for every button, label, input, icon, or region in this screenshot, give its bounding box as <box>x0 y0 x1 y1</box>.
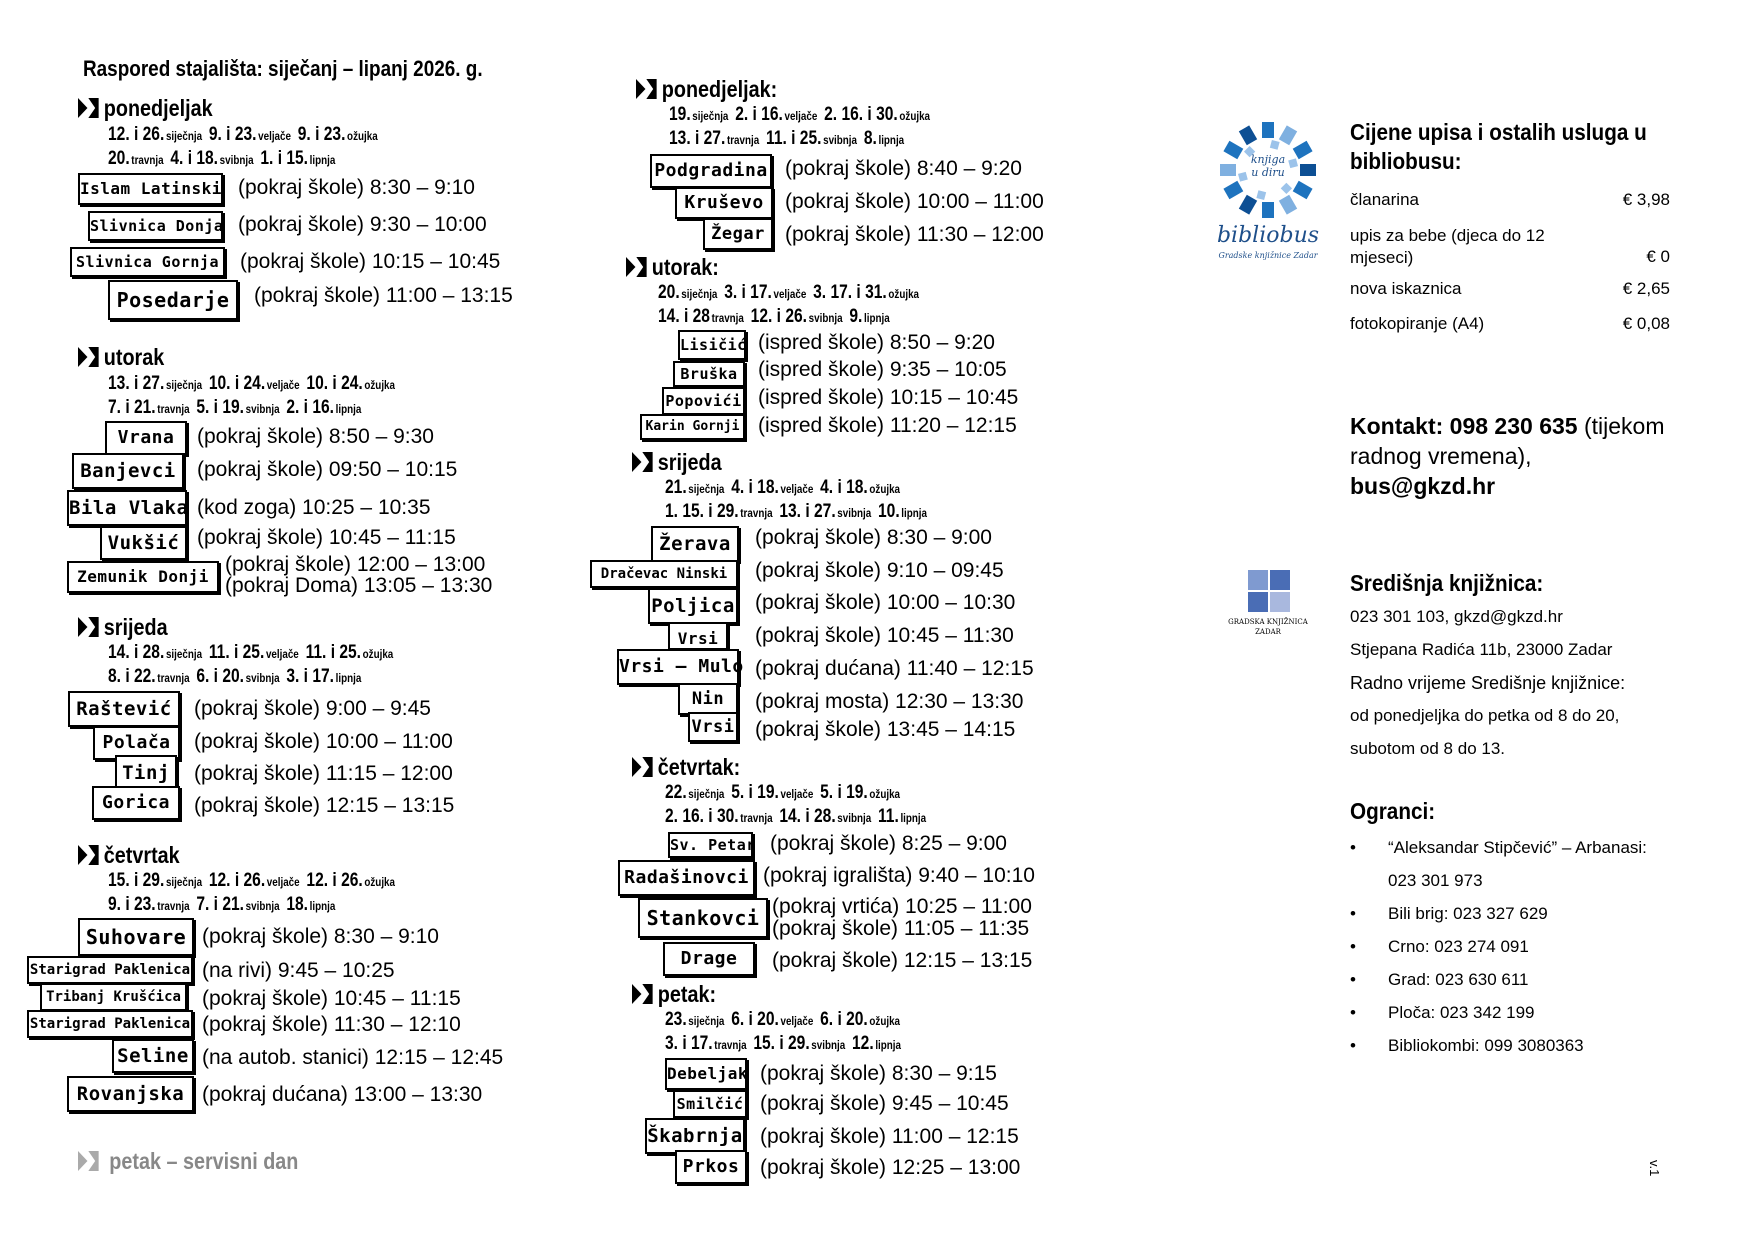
branch-item: • Bibliokombi: 099 3080363 <box>1350 1036 1710 1069</box>
stop-label: Vrsi – Mulo <box>617 649 739 685</box>
stop-time: (pokraj škole) 8:30 – 9:10 <box>202 925 439 948</box>
day-heading: utorak <box>78 344 164 371</box>
stop-time: (ispred škole) 9:35 – 10:05 <box>758 358 1007 381</box>
stop-time: (pokraj škole) 10:00 – 11:00 <box>785 190 1044 213</box>
stop-label: Škabrnja <box>645 1118 745 1154</box>
price-row: članarina € 3,98 <box>1350 190 1670 209</box>
price-row: fotokopiranje (A4) € 0,08 <box>1350 314 1670 333</box>
stop-label: Suhovare <box>78 918 194 956</box>
stop-label: Slivnica Donja <box>88 211 223 241</box>
stop-time: (pokraj škole) 09:50 – 10:15 <box>197 458 458 481</box>
branch-item: • “Aleksandar Stipčević” – Arbanasi: <box>1350 838 1710 871</box>
stop-label: Vrsi <box>668 622 728 650</box>
stop-label: Posedarje <box>108 280 238 320</box>
arrow-icon <box>636 77 658 101</box>
stop-label: Starigrad Paklenica <box>27 1010 193 1038</box>
stop-label: Banjevci <box>72 453 184 489</box>
stop-time: (pokraj škole) 8:50 – 9:30 <box>197 425 434 448</box>
stop-time: (pokraj škole) 9:45 – 10:45 <box>760 1092 1009 1115</box>
stop-label: Gorica <box>92 786 180 820</box>
stop-label: Tinj <box>115 755 177 791</box>
central-library-logo <box>1218 570 1318 660</box>
stop-label: Starigrad Paklenica <box>27 956 193 984</box>
stop-time: (pokraj dućana) 13:00 – 13:30 <box>202 1083 483 1106</box>
stop-label: Žegar <box>703 218 773 250</box>
stop-label: Vrsi <box>688 712 738 742</box>
stop-label: Vukšić <box>100 526 187 560</box>
library-logo-text: GRADSKA KNJIŽNICA ZADAR <box>1228 618 1308 636</box>
day-heading: četvrtak <box>78 842 180 869</box>
stop-label: Slivnica Gornja <box>70 247 225 277</box>
central-line: od ponedjeljka do petka od 8 do 20, <box>1350 706 1620 725</box>
stop-label: Sv. Petar <box>668 832 753 858</box>
arrow-icon <box>78 843 100 867</box>
arrow-icon <box>632 450 654 474</box>
stop-time: (pokraj škole) 8:30 – 9:00 <box>755 526 992 549</box>
contact-email[interactable]: bus@gkzd.hr <box>1350 473 1496 499</box>
dates-line: 20. travnja 4. i 18. svibnja 1. i 15. lipnja <box>108 148 336 169</box>
dates-line: 1. 15. i 29. travnja 13. i 27. svibnja 10. lipnja <box>665 501 928 522</box>
day-heading: srijeda <box>632 449 722 476</box>
branch-item: • Ploča: 023 342 199 <box>1350 1003 1710 1036</box>
stop-time: (pokraj škole) 11:30 – 12:10 <box>202 1013 461 1036</box>
stop-time: (pokraj dućana) 11:40 – 12:15 <box>755 657 1034 680</box>
dates-line: 2. 16. i 30. travnja 14. i 28. svibnja 11. lipnja <box>665 806 927 827</box>
central-heading: Središnja knjižnica: <box>1350 570 1544 596</box>
service-day-note: petak – servisni dan <box>78 1148 298 1175</box>
dates-line: 14. i 28 travnja 12. i 26. svibnja 9. lipnja <box>658 306 890 327</box>
arrow-icon <box>78 1149 100 1173</box>
prices-heading: Cijene upisa i ostalih usluga u bibliobusu: <box>1350 119 1647 174</box>
day-heading: utorak: <box>626 254 719 281</box>
day-heading: srijeda <box>78 614 168 641</box>
stop-time: (pokraj mosta) 12:30 – 13:30 <box>755 690 1024 713</box>
dates-line: 23. siječnja 6. i 20. veljače 6. i 20. ožujka <box>665 1009 901 1030</box>
version-label: v.1 <box>1647 1160 1662 1177</box>
branches-heading: Ogranci: <box>1350 798 1436 824</box>
library-squares-icon <box>1248 570 1290 612</box>
stop-time: (pokraj škole) 8:30 – 9:10 <box>238 176 475 199</box>
arrow-icon <box>632 755 654 779</box>
stop-label: Rovanjska <box>67 1076 194 1112</box>
stop-time: (pokraj škole) 10:00 – 11:00 <box>194 730 453 753</box>
stop-label: Debeljak <box>665 1058 747 1090</box>
stop-time: (pokraj škole) 12:15 – 13:15 <box>772 949 1033 972</box>
stop-time: (pokraj škole) 10:45 – 11:15 <box>202 987 461 1010</box>
branch-item: • Crno: 023 274 091 <box>1350 937 1710 970</box>
stop-label: Seline <box>112 1039 194 1073</box>
contact-block <box>1350 411 1680 501</box>
stop-time: (pokraj škole) 9:10 – 09:45 <box>755 559 1004 582</box>
page-title: Raspored stajališta: siječanj – lipanj 2026. g. <box>83 56 483 81</box>
stop-label: Vrana <box>105 421 187 455</box>
day-heading: ponedjeljak <box>78 95 213 122</box>
stop-label: Poljica <box>648 588 738 624</box>
stop-time: (pokraj škole) 11:30 – 12:00 <box>785 223 1044 246</box>
stop-time: (na rivi) 9:45 – 10:25 <box>202 959 395 982</box>
dates-line: 9. i 23. travnja 7. i 21. svibnja 18. lipnja <box>108 894 336 915</box>
branch-item: • Grad: 023 630 611 <box>1350 970 1710 1003</box>
stop-label: Nin <box>678 683 738 715</box>
stop-time: (na autob. stanici) 12:15 – 12:45 <box>202 1046 504 1069</box>
stop-label: Bila Vlaka <box>67 490 187 526</box>
dates-line: 20. siječnja 3. i 17. veljače 3. 17. i 31. ožujka <box>658 282 920 303</box>
central-line: 023 301 103, gkzd@gkzd.hr <box>1350 607 1563 626</box>
day-heading: ponedjeljak: <box>636 76 777 103</box>
stop-time: (pokraj igrališta) 9:40 – 10:10 <box>763 864 1035 887</box>
dates-line: 19. siječnja 2. i 16. veljače 2. 16. i 30. ožujka <box>669 104 931 125</box>
stop-time: (pokraj vrtića) 10:25 – 11:00 <box>772 895 1032 918</box>
arrow-icon <box>626 255 648 279</box>
dates-line: 8. i 22. travnja 6. i 20. svibnja 3. i 17. lipnja <box>108 666 362 687</box>
stop-label: Zemunik Donji <box>67 561 219 593</box>
stop-label: Raštević <box>68 691 180 727</box>
stop-label: Drage <box>663 942 755 976</box>
arrow-icon <box>78 96 100 120</box>
stop-time: (pokraj škole) 10:00 – 10:30 <box>755 591 1016 614</box>
dates-line: 13. i 27. siječnja 10. i 24. veljače 10. i 24. ožujka <box>108 373 395 394</box>
branches-list <box>1350 838 1710 1069</box>
central-line: Radno vrijeme Središnje knjižnice: <box>1350 673 1626 693</box>
stop-time: (pokraj škole) 8:25 – 9:00 <box>770 832 1007 855</box>
stop-time: (pokraj škole) 8:40 – 9:20 <box>785 157 1022 180</box>
stop-time: (pokraj Doma) 13:05 – 13:30 <box>225 574 493 597</box>
dates-line: 7. i 21. travnja 5. i 19. svibnja 2. i 16. lipnja <box>108 397 362 418</box>
arrow-icon <box>632 982 654 1006</box>
arrow-icon <box>78 345 100 369</box>
stop-time: (ispred škole) 10:15 – 10:45 <box>758 386 1019 409</box>
stop-time: (pokraj škole) 12:00 – 13:00 <box>225 553 486 576</box>
stop-time: (pokraj škole) 12:15 – 13:15 <box>194 794 455 817</box>
logo-brand: bibliobus <box>1216 223 1320 248</box>
stop-time: (pokraj škole) 9:00 – 9:45 <box>194 697 431 720</box>
contact-note: (tijekom radnog vremena), <box>1350 413 1665 469</box>
stop-label: Tribanj Krušćica <box>40 983 187 1011</box>
stop-time: (kod zoga) 10:25 – 10:35 <box>197 496 431 519</box>
day-heading: petak: <box>632 981 716 1008</box>
stop-label: Polača <box>93 726 180 760</box>
stop-label: Stankovci <box>638 898 768 938</box>
dates-line: 15. i 29. siječnja 12. i 26. veljače 12. i 26. ožujka <box>108 870 395 891</box>
arrow-icon <box>78 615 100 639</box>
stop-time: (pokraj škole) 11:00 – 12:15 <box>760 1125 1019 1148</box>
stop-label: Radašinovci <box>618 860 755 896</box>
stop-time: (pokraj škole) 10:15 – 10:45 <box>240 250 501 273</box>
stop-label: Lisičić <box>678 330 746 360</box>
central-line: subotom od 8 do 13. <box>1350 739 1506 758</box>
dates-line: 21. siječnja 4. i 18. veljače 4. i 18. ožujka <box>665 477 901 498</box>
stop-time: (pokraj škole) 13:45 – 14:15 <box>755 718 1016 741</box>
dates-line: 3. i 17. travnja 15. i 29. svibnja 12. lipnja <box>665 1033 902 1054</box>
stop-time: (pokraj škole) 10:45 – 11:30 <box>755 624 1014 647</box>
logo-tagline: knjiga u diru <box>1250 153 1286 179</box>
dates-line: 12. i 26. siječnja 9. i 23. veljače 9. i 23. ožujka <box>108 124 378 145</box>
stop-label: Dračevac Ninski <box>590 560 738 588</box>
stop-time: (ispred škole) 11:20 – 12:15 <box>758 414 1017 437</box>
price-row: nova iskaznica € 2,65 <box>1350 279 1670 298</box>
central-line: Stjepana Radića 11b, 23000 Zadar <box>1350 640 1613 659</box>
stop-time: (ispred škole) 8:50 – 9:20 <box>758 331 995 354</box>
stop-label: Kruševo <box>675 187 773 219</box>
dates-line: 13. i 27. travnja 11. i 25. svibnja 8. lipnja <box>669 128 905 149</box>
stop-label: Prkos <box>675 1150 747 1184</box>
stop-label: Bruška <box>673 361 745 387</box>
stop-label: Žerava <box>651 526 739 562</box>
branch-item: • Bili brig: 023 327 629 <box>1350 904 1710 937</box>
stop-time: (pokraj škole) 11:00 – 13:15 <box>254 284 513 307</box>
stop-time: (pokraj škole) 12:25 – 13:00 <box>760 1156 1021 1179</box>
contact-phone: Kontakt: 098 230 635 <box>1350 413 1578 439</box>
stop-label: Karin Gornji <box>640 414 745 440</box>
stop-time: (pokraj škole) 9:30 – 10:00 <box>238 213 487 236</box>
branch-item: 023 301 973 <box>1388 871 1483 890</box>
stop-time: (pokraj škole) 8:30 – 9:15 <box>760 1062 997 1085</box>
stop-time: (pokraj škole) 11:05 – 11:35 <box>772 917 1030 940</box>
bibliobus-logo <box>1218 120 1318 270</box>
stop-label: Smilčić <box>673 1090 747 1118</box>
stop-time: (pokraj škole) 11:15 – 12:00 <box>194 762 453 785</box>
dates-line: 22. siječnja 5. i 19. veljače 5. i 19. ožujka <box>665 782 901 803</box>
stop-label: Podgradina <box>650 154 772 188</box>
logo-subtitle: Gradske knjižnice Zadar <box>1218 251 1318 260</box>
price-row: upis za bebe (djeca do 12 mjeseci) € 0 <box>1350 226 1670 267</box>
dates-line: 14. i 28. siječnja 11. i 25. veljače 11. i 25. ožujka <box>108 642 394 663</box>
stop-label: Islam Latinski <box>78 173 223 205</box>
stop-label: Popovići <box>662 387 745 415</box>
stop-time: (pokraj škole) 10:45 – 11:15 <box>197 526 456 549</box>
day-heading: četvrtak: <box>632 754 740 781</box>
